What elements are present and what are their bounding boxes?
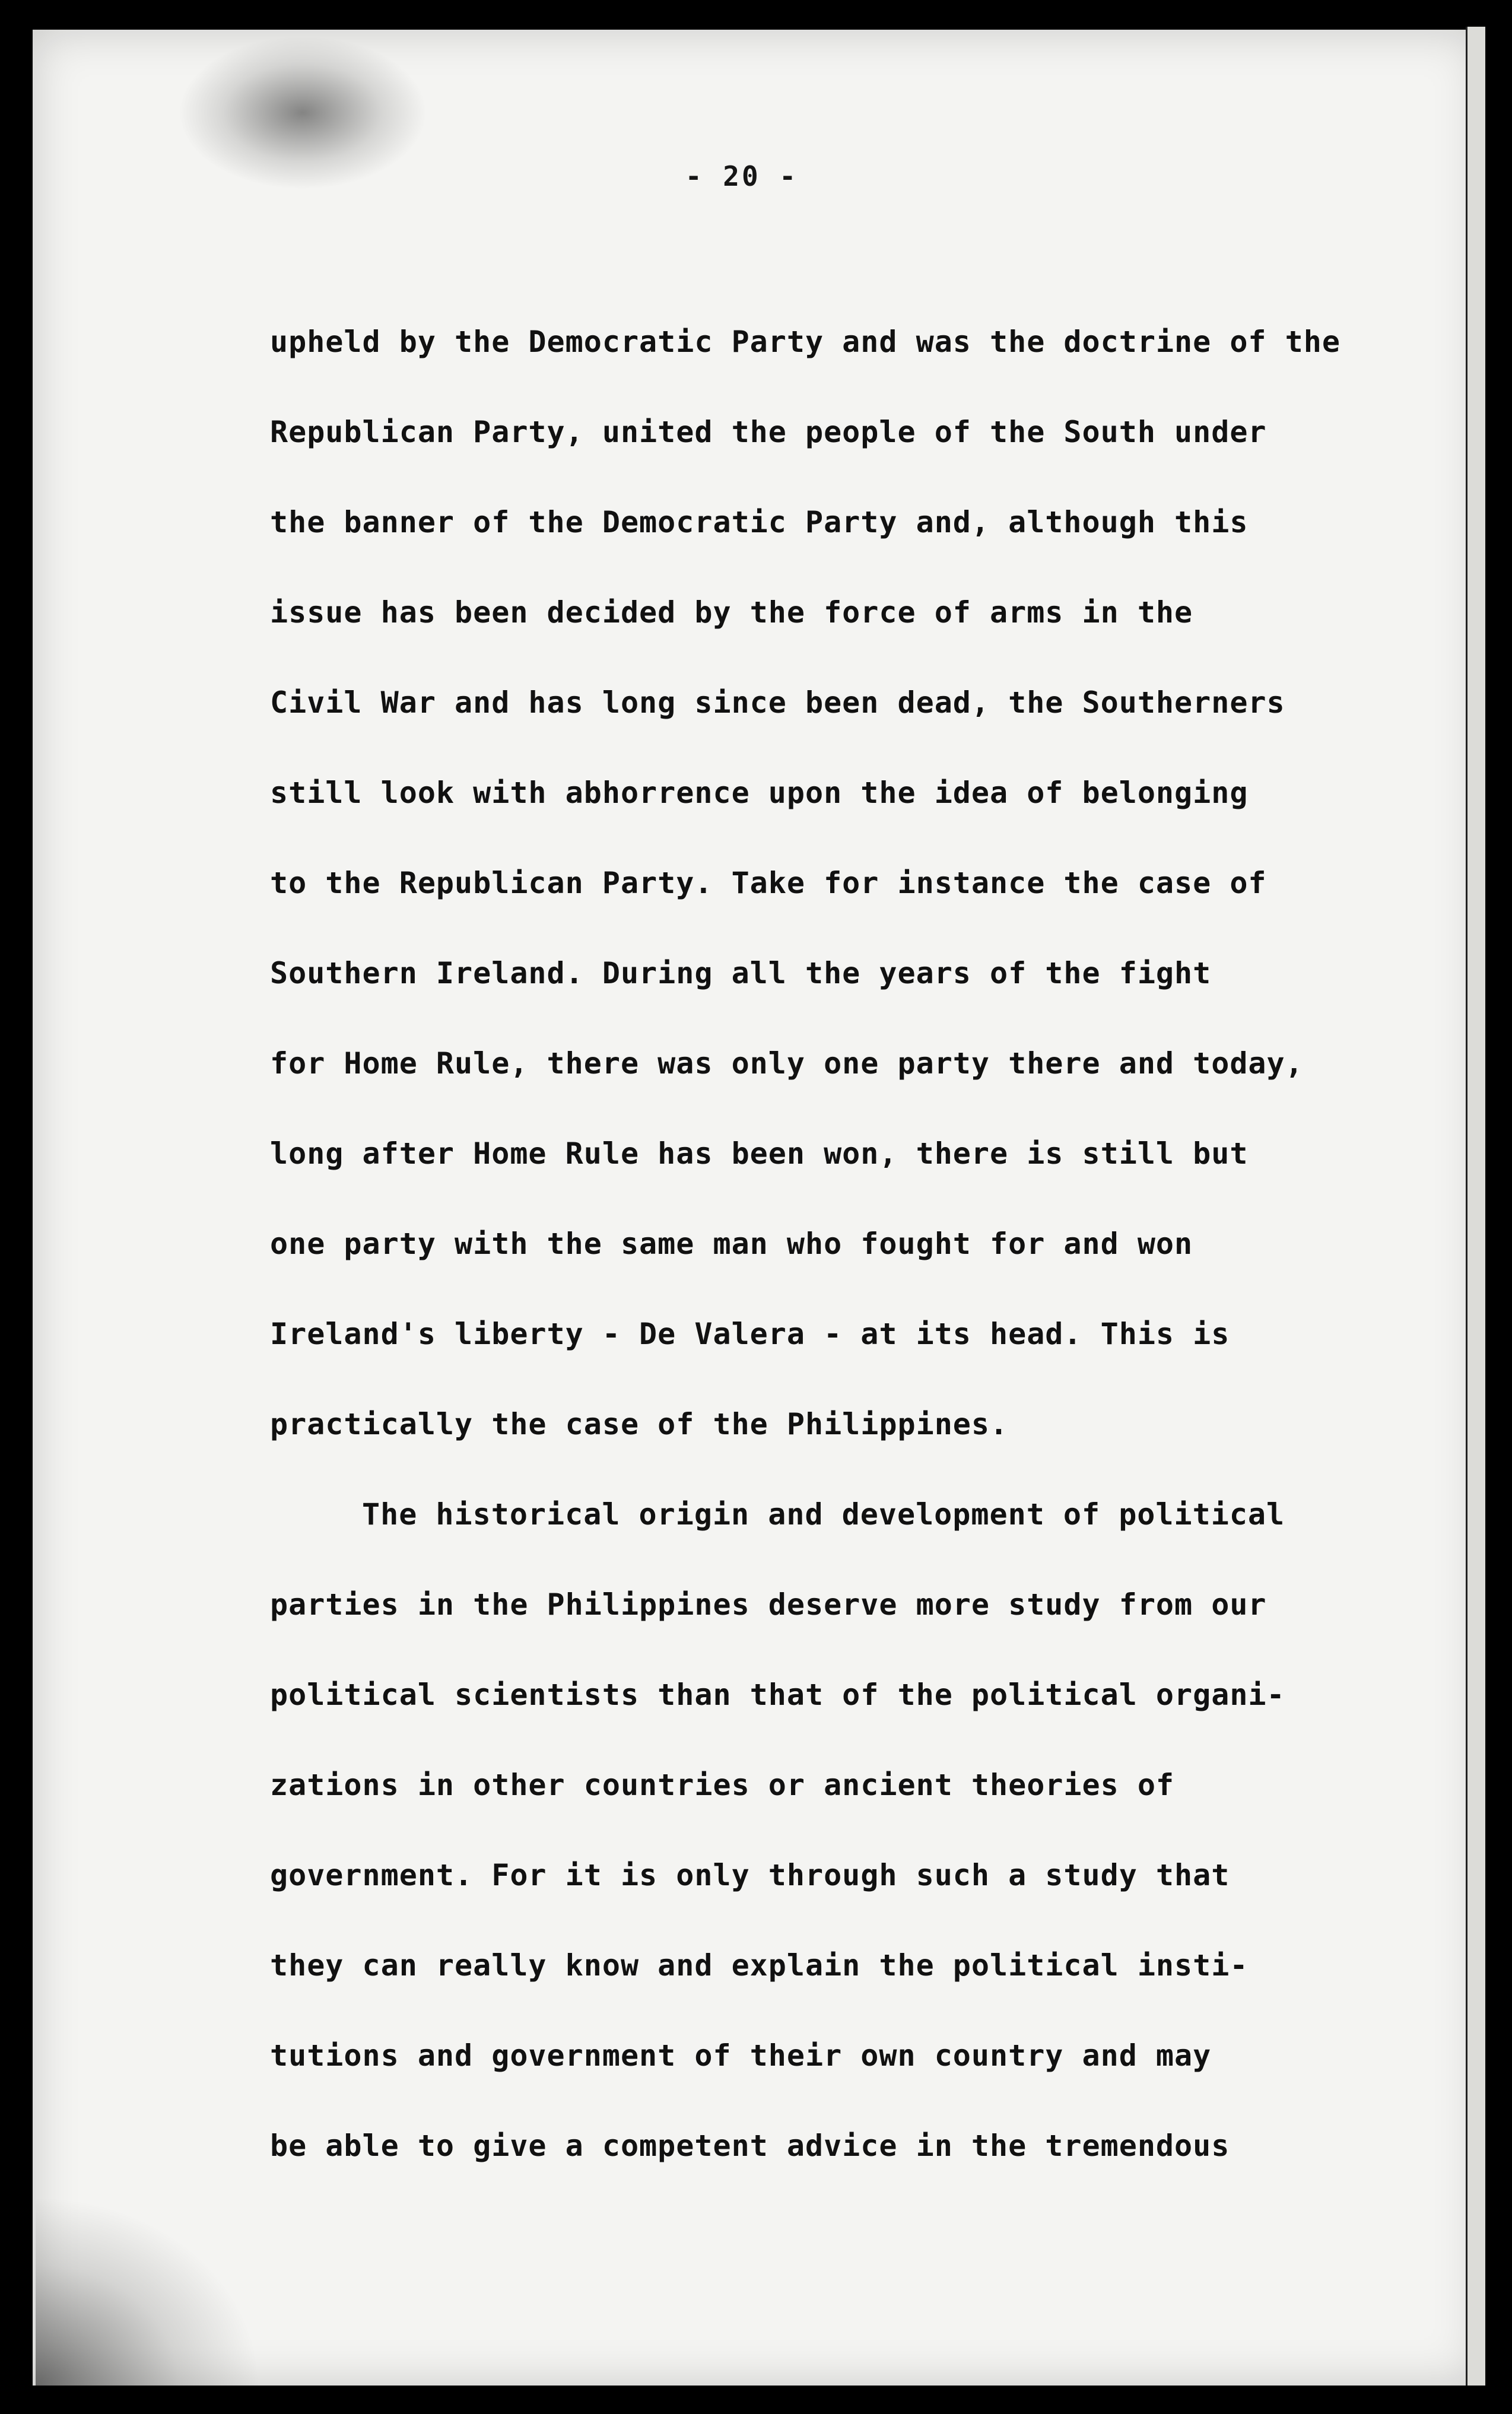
text-line: they can really know and explain the political insti- — [270, 1948, 1249, 1983]
text-line: Ireland's liberty - De Valera - at its head. This is — [270, 1317, 1230, 1351]
text-line: one party with the same man who fought for and won — [270, 1227, 1193, 1261]
text-line: still look with abhorrence upon the idea of belonging — [270, 776, 1249, 810]
text-line: Republican Party, united the people of the South under — [270, 415, 1267, 449]
text-line: to the Republican Party. Take for instance the case of — [270, 866, 1267, 900]
text-line: for Home Rule, there was only one party there and today, — [270, 1046, 1304, 1081]
text-line: parties in the Philippines deserve more study from our — [270, 1587, 1267, 1622]
text-line: Civil War and has long since been dead, the Southerners — [270, 685, 1285, 720]
ink-smudge-bottom — [36, 2196, 261, 2386]
text-line: government. For it is only through such a study that — [270, 1858, 1230, 1892]
text-line: political scientists than that of the political organi- — [270, 1678, 1285, 1712]
text-line: upheld by the Democratic Party and was the doctrine of the — [270, 325, 1341, 359]
paragraph-first-line: The historical origin and development of political — [362, 1497, 1285, 1532]
text-line: the banner of the Democratic Party and, although this — [270, 505, 1249, 539]
ink-smudge-top — [178, 36, 427, 190]
text-line: tutions and government of their own country and may — [270, 2038, 1212, 2073]
text-line: Southern Ireland. During all the years of the fight — [270, 956, 1212, 990]
body-text — [270, 297, 1350, 2191]
text-line: issue has been decided by the force of arms in the — [270, 595, 1193, 630]
text-line: long after Home Rule has been won, there is still but — [270, 1136, 1249, 1171]
page-number: - 20 - — [685, 160, 799, 192]
text-line: zations in other countries or ancient theories of — [270, 1768, 1175, 1802]
text-line: be able to give a competent advice in the tremendous — [270, 2129, 1230, 2163]
text-line: practically the case of the Philippines. — [270, 1407, 1009, 1441]
page-edge — [1466, 27, 1485, 2386]
